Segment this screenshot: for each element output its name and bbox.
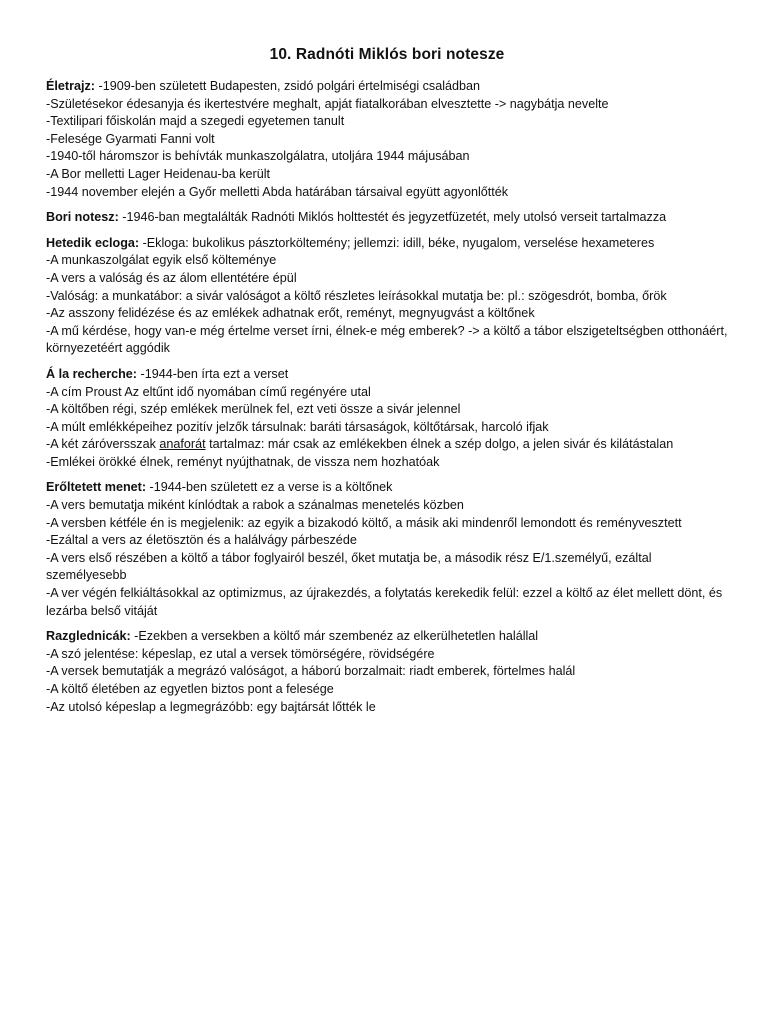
list-item: -A versben kétféle én is megjelenik: az egyik a bizakodó költő, a másik aki mindenről lemondott és reményvesztett xyxy=(46,515,682,530)
list-item: -Textilipari főiskolán majd a szegedi egyetemen tanult xyxy=(46,114,345,129)
list-item: -A mű kérdése, hogy van-e még értelme verset írni, élnek-e még emberek? -> a költő a tábor elszigeteltségben otthonáért, környezetéért aggódik xyxy=(46,323,728,356)
section-label: Bori notesz: xyxy=(46,210,119,225)
anafora-underlined-word: anaforát xyxy=(159,437,206,452)
section-first-line xyxy=(46,628,728,646)
list-item: -A költő életében az egyetlen biztos pont a felesége xyxy=(46,682,334,696)
section-first-line xyxy=(46,78,728,96)
section-first-line xyxy=(46,366,728,384)
list-item: -A szó jelentése: képeslap, ez utal a versek tömörségére, rövidségére xyxy=(46,646,435,661)
list-item: -A vers első részében a költő a tábor foglyairól beszél, őket mutatja be, a második rész E/1.személyű, ezáltal személyesebb xyxy=(46,550,652,583)
list-item xyxy=(46,436,728,454)
section-text: -Ekloga: bukolikus pásztorköltemény; jellemzi: idill, béke, nyugalom, verselése hexameteres xyxy=(139,235,655,250)
list-item: -Ezáltal a vers az életösztön és a halálvágy párbeszéde xyxy=(46,533,357,548)
list-item: -1944 november elején a Győr melletti Abda határában társaival együtt agyonlőtték xyxy=(46,184,509,199)
list-item: -A vers a valóság és az álom ellentétére épül xyxy=(46,270,297,285)
list-item: -Felesége Gyarmati Fanni volt xyxy=(46,131,215,146)
list-item: -A múlt emlékképeihez pozitív jelzők társulnak: baráti társaságok, költőtársak, harcoló ifjak xyxy=(46,419,549,434)
section-first-line xyxy=(46,479,728,497)
section-bori-notesz xyxy=(46,209,728,227)
section-eroltetett-menet xyxy=(46,479,728,620)
section-a-la-recherche xyxy=(46,366,728,472)
list-item: -Valóság: a munkatábor: a sivár valóságot a költő részletes leírásokkal mutatja be: pl.: szögesdrót, bomba, őrök xyxy=(46,288,667,303)
list-item: -A munkaszolgálat egyik első költeménye xyxy=(46,253,277,268)
section-text: -1944-ben írta ezt a verset xyxy=(137,366,289,381)
list-item: -Születésekor édesanyja és ikertestvére meghalt, apját fiatalkorában elvesztette -> nagybátja nevelte xyxy=(46,96,609,111)
anafora-post: tartalmaz: már csak az emlékekben élnek a szép dolgo, a jelen sivár és kilátástalan xyxy=(205,437,674,452)
section-razglednicak xyxy=(46,628,728,716)
list-item: -A Bor melletti Lager Heidenau-ba került xyxy=(46,166,271,181)
section-text: -1944-ben született ez a verse is a költőnek xyxy=(146,480,393,495)
list-item: -Az utolsó képeslap a legmegrázóbb: egy bajtársát lőtték le xyxy=(46,699,376,714)
section-hetedik-ecloga xyxy=(46,235,728,358)
list-item: -1940-től háromszor is behívták munkaszolgálatra, utoljára 1944 májusában xyxy=(46,149,470,164)
list-item: -A ver végén felkiáltásokkal az optimizmus, az újrakezdés, a folytatás kerekedik felül: ezzel a költő az élet mellett dönt, és lezárba belső vitáját xyxy=(46,586,723,618)
section-first-line xyxy=(46,235,728,253)
list-item: -A cím Proust Az eltűnt idő nyomában című regényére utal xyxy=(46,384,371,399)
section-first-line xyxy=(46,209,728,227)
section-eletrajz xyxy=(46,78,728,201)
section-text: -1946-ban megtalálták Radnóti Miklós holttestét és jegyzetfüzetét, mely utolsó verseit tartalmazza xyxy=(118,210,667,225)
section-label: Életrajz: xyxy=(46,79,95,93)
list-item: -Emlékei örökké élnek, reményt nyújthatnak, de vissza nem hozhatóak xyxy=(46,454,440,469)
page-title: 10. Radnóti Miklós bori notesze xyxy=(269,46,505,63)
section-label: Á la recherche: xyxy=(46,366,137,381)
section-label: Erőltetett menet: xyxy=(46,480,147,495)
section-text: -1909-ben született Budapesten, zsidó polgári értelmiségi családban xyxy=(95,79,481,93)
section-label: Razglednicák: xyxy=(46,629,131,644)
list-item: -A vers bemutatja miként kínlódtak a rabok a szánalmas menetelés közben xyxy=(46,498,464,513)
list-item: -A versek bemutatják a megrázó valóságot, a háború borzalmait: riadt emberek, förtelmes halál xyxy=(46,664,576,679)
section-label: Hetedik ecloga: xyxy=(46,235,140,250)
anafora-pre: -A két záróversszak xyxy=(46,437,160,452)
section-text: -Ezekben a versekben a költő már szembenéz az elkerülhetetlen halállal xyxy=(130,629,539,644)
list-item: -Az asszony felidézése és az emlékek adhatnak erőt, reményt, megnyugvást a költőnek xyxy=(46,306,535,321)
list-item: -A költőben régi, szép emlékek merülnek fel, ezt veti össze a sivár jelennel xyxy=(46,402,461,417)
